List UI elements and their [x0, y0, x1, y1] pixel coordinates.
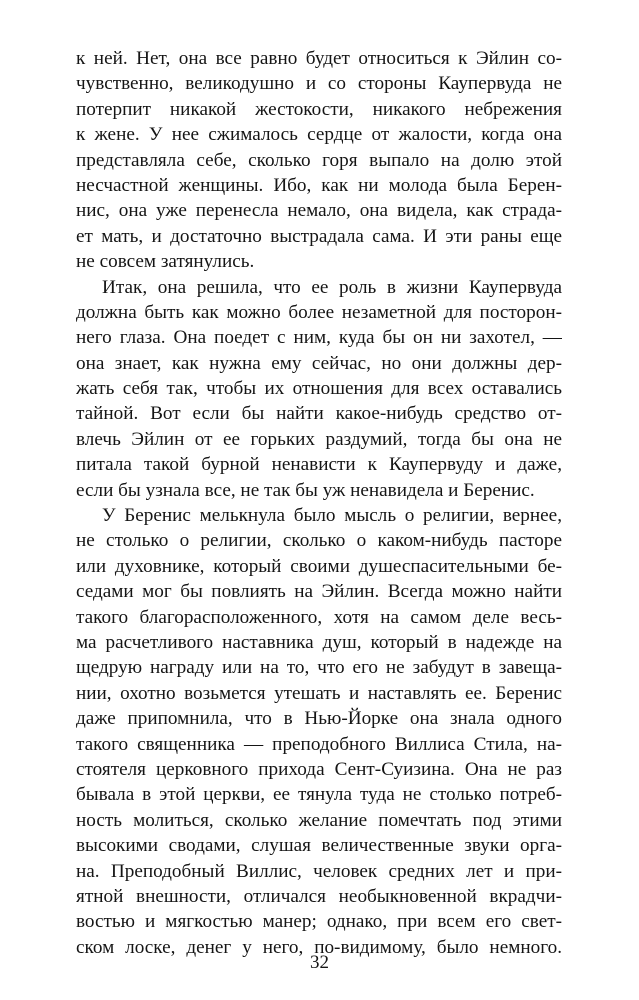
text-line: востью и мягкостью манер; однако, при всем его свет-: [76, 911, 562, 933]
text-line: такого благорасположенного, хотя на самом деле весь-: [76, 606, 562, 628]
text-line: седами мог бы повлиять на Эйлин. Всегда можно найти: [76, 581, 562, 603]
page-number: 32: [310, 952, 329, 973]
text-line: него глаза. Она поедет с ним, куда бы он ни захотел, —: [76, 327, 562, 349]
text-line: чувственно, великодушно и со стороны Каупервуда не: [76, 73, 562, 95]
text-line: ском лоске, денег у него, по-видимому, было немного.: [76, 936, 562, 958]
text-line: щедрую награду или на то, что его не забудут в завеща-: [76, 657, 562, 679]
text-line: к жене. У нее сжималось сердце от жалости, когда она: [76, 124, 562, 146]
text-line: нис, она уже перенесла немало, она видела, как страда-: [76, 200, 562, 222]
text-line: ность молиться, сколько желание помечтать под этими: [76, 809, 562, 831]
text-line: такого священника — преподобного Виллиса Стила, на-: [76, 733, 562, 755]
text-line: не совсем затянулись.: [76, 251, 255, 273]
text-line: влечь Эйлин от ее горьких раздумий, тогда бы она не: [76, 428, 562, 450]
text-line: или духовнике, который своими душеспасительными бе-: [76, 555, 562, 577]
text-line: ятной внешности, отличался необыкновенной вкрадчи-: [76, 885, 562, 907]
text-line: Итак, она решила, что ее роль в жизни Каупервуда: [102, 276, 562, 298]
text-line: несчастной женщины. Ибо, как ни молода была Берен-: [76, 174, 562, 196]
text-line: к ней. Нет, она все равно будет относиться к Эйлин со-: [76, 48, 562, 69]
text-line: на. Преподобный Виллис, человек средних лет и при-: [76, 860, 562, 882]
text-line: питала такой бурной ненависти к Каупервуду и даже,: [76, 454, 562, 476]
paragraph: [76, 275, 562, 504]
text-line: нии, охотно возьмется утешать и наставлять ее. Беренис: [76, 682, 562, 704]
text-line: если бы узнала все, не так бы уж ненавидела и Беренис.: [76, 479, 535, 501]
text-line: стоятеля церковного прихода Сент-Суизина. Она не раз: [76, 758, 562, 780]
body-text: [76, 46, 562, 960]
text-line: жать себя так, чтобы их отношения для всех оставались: [76, 378, 562, 400]
text-line: даже припомнила, что в Нью-Йорке она знала одного: [76, 708, 562, 730]
text-line: тайной. Вот если бы найти какое-нибудь средство от-: [76, 403, 562, 425]
text-line: должна быть как можно более незаметной для посторон-: [76, 301, 562, 323]
text-line: У Беренис мелькнула было мысль о религии, вернее,: [102, 505, 562, 527]
text-line: представляла себе, сколько горя выпало на долю этой: [76, 149, 562, 171]
text-line: ет мать, и достаточно выстрадала сама. И эти раны еще: [76, 225, 562, 247]
text-line: не столько о религии, сколько о каком-нибудь пасторе: [76, 530, 562, 552]
paragraph: [76, 503, 562, 960]
text-line: бывала в этой церкви, ее тянула туда не столько потреб-: [76, 784, 562, 806]
text-line: высокими сводами, слушая величественные звуки орга-: [76, 835, 562, 857]
text-line: она знает, как нужна ему сейчас, но они должны дер-: [76, 352, 562, 374]
text-line: потерпит никакой жестокости, никакого небрежения: [76, 98, 562, 120]
text-line: ма расчетливого наставника душ, который в надежде на: [76, 631, 562, 653]
paragraph: [76, 46, 562, 275]
